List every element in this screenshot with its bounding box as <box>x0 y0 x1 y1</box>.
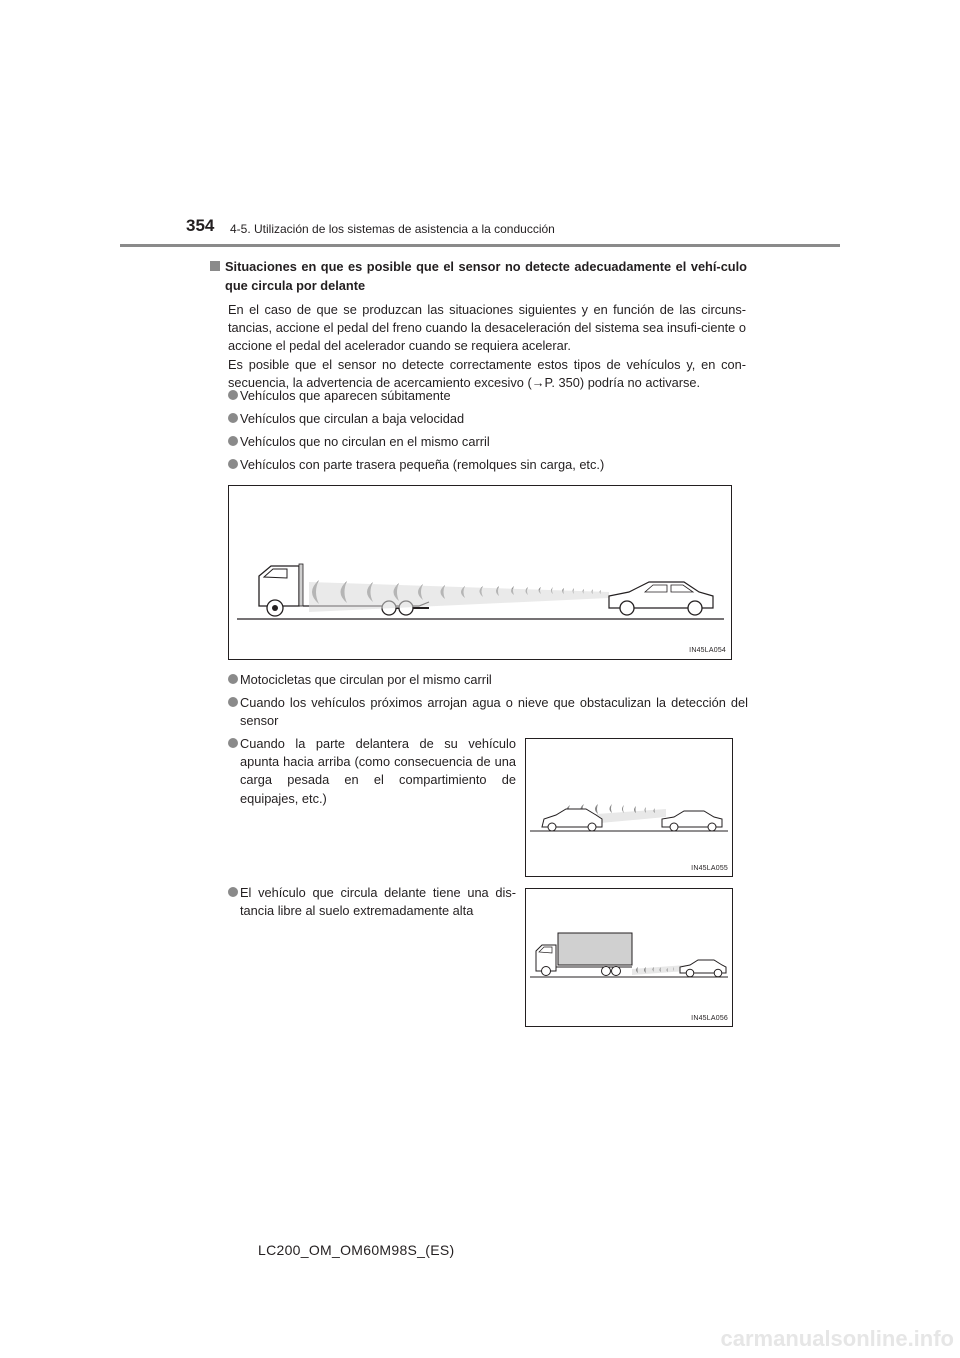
intro-paragraph-1: En el caso de que se produzcan las situaciones siguientes y en función de las circuns-tancias, accione el pedal del freno cuando la desaceleración del sistema sea insufi-ciente o accione el pedal del acelerador cuando se requiera acelerar. <box>228 302 746 354</box>
round-bullet-icon <box>228 459 238 469</box>
list-item: El vehículo que circula delante tiene una dis-tancia libre al suelo extremadamente alta <box>228 884 516 920</box>
header-divider <box>120 244 840 247</box>
svg-text:carmanualsonline.info: carmanualsonline.info <box>720 1326 954 1351</box>
illustration-truck-trailer <box>228 485 732 660</box>
high-clearance-drawing <box>526 889 732 1026</box>
round-bullet-icon <box>228 413 238 423</box>
truck-trailer-drawing <box>229 486 731 659</box>
subsection-heading-text: Situaciones en que es posible que el sensor no detecte adecuadamente el vehí-culo que circula por delante <box>225 259 747 293</box>
round-bullet-icon <box>228 674 238 684</box>
round-bullet-icon <box>228 887 238 897</box>
list-item: Vehículos que aparecen súbitamente <box>228 387 748 405</box>
list-item: Vehículos que circulan a baja velocidad <box>228 410 748 428</box>
intro-text <box>228 301 746 392</box>
figure-code: IN45LA054 <box>689 647 726 654</box>
watermark-logo <box>704 1314 960 1358</box>
document-code: LC200_OM_OM60M98S_(ES) <box>258 1242 455 1258</box>
list-item: Cuando la parte delantera de su vehículo apunta hacia arriba (como consecuencia de una carga pesada en el compartimiento de equipajes, etc.) <box>228 735 516 808</box>
nose-up-drawing <box>526 739 732 876</box>
figure-code: IN45LA056 <box>691 1015 728 1022</box>
list-item: Motocicletas que circulan por el mismo carril <box>228 671 748 689</box>
square-bullet-icon <box>210 261 220 271</box>
round-bullet-icon <box>228 436 238 446</box>
intro-paragraph-2: Es posible que el sensor no detecte correctamente estos tipos de vehículos y, en con-secuencia, la advertencia de acercamiento excesivo (→P. 350) podría no activarse. <box>228 356 746 390</box>
page-number: 354 <box>186 216 215 235</box>
list-item: Vehículos con parte trasera pequeña (remolques sin carga, etc.) <box>228 456 748 474</box>
list-item: Cuando los vehículos próximos arrojan agua o nieve que obstaculizan la detección del sensor <box>228 694 748 730</box>
section-title: 4-5. Utilización de los sistemas de asistencia a la conducción <box>230 222 555 236</box>
subsection-heading <box>210 257 747 295</box>
illustration-high-clearance-truck <box>525 888 733 1027</box>
figure-code: IN45LA055 <box>691 865 728 872</box>
round-bullet-icon <box>228 738 238 748</box>
round-bullet-icon <box>228 390 238 400</box>
round-bullet-icon <box>228 697 238 707</box>
list-item: Vehículos que no circulan en el mismo carril <box>228 433 748 451</box>
illustration-nose-up-vehicle <box>525 738 733 877</box>
